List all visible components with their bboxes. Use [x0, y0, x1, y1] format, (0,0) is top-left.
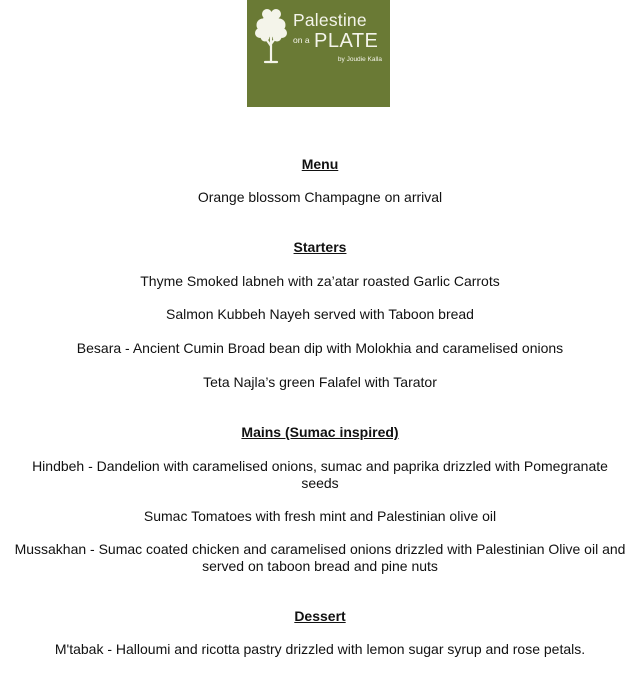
logo-byline: by Joudie Kalla: [337, 56, 382, 63]
logo-line-on-a-plate: [293, 30, 378, 53]
arrival-drink: Orange blossom Champagne on arrival: [197, 189, 443, 205]
main-item-continued: served on taboon bread and pine nuts: [202, 558, 438, 574]
menu-title: Menu: [301, 156, 339, 172]
starter-item: Besara - Ancient Cumin Broad bean dip with Molokhia and caramelised onions: [76, 340, 564, 356]
mains-heading: Mains (Sumac inspired): [241, 424, 399, 440]
starter-item: Salmon Kubbeh Nayeh served with Taboon bread: [166, 306, 474, 322]
main-item-continued: seeds: [301, 475, 339, 491]
logo-on-a: on a: [293, 35, 310, 45]
starter-item: Thyme Smoked labneh with za’atar roasted Garlic Carrots: [140, 273, 500, 289]
starter-item: Teta Najla’s green Falafel with Tarator: [203, 374, 437, 390]
main-item: Sumac Tomatoes with fresh mint and Palestinian olive oil: [143, 508, 497, 524]
logo-plate: PLATE: [314, 30, 379, 52]
main-item: Hindbeh - Dandelion with caramelised onions, sumac and paprika drizzled with Pomegranate: [32, 458, 608, 474]
main-item: Mussakhan - Sumac coated chicken and caramelised onions drizzled with Palestinian Olive oil and: [14, 541, 626, 557]
starters-heading: Starters: [293, 239, 347, 255]
olive-tree-icon: [253, 6, 289, 66]
logo-line-palestine: Palestine: [293, 10, 367, 30]
dessert-item: M'tabak - Halloumi and ricotta pastry drizzled with lemon sugar syrup and rose petals.: [54, 641, 586, 657]
palestine-on-a-plate-logo: [247, 0, 390, 107]
dessert-heading: Dessert: [294, 608, 346, 624]
